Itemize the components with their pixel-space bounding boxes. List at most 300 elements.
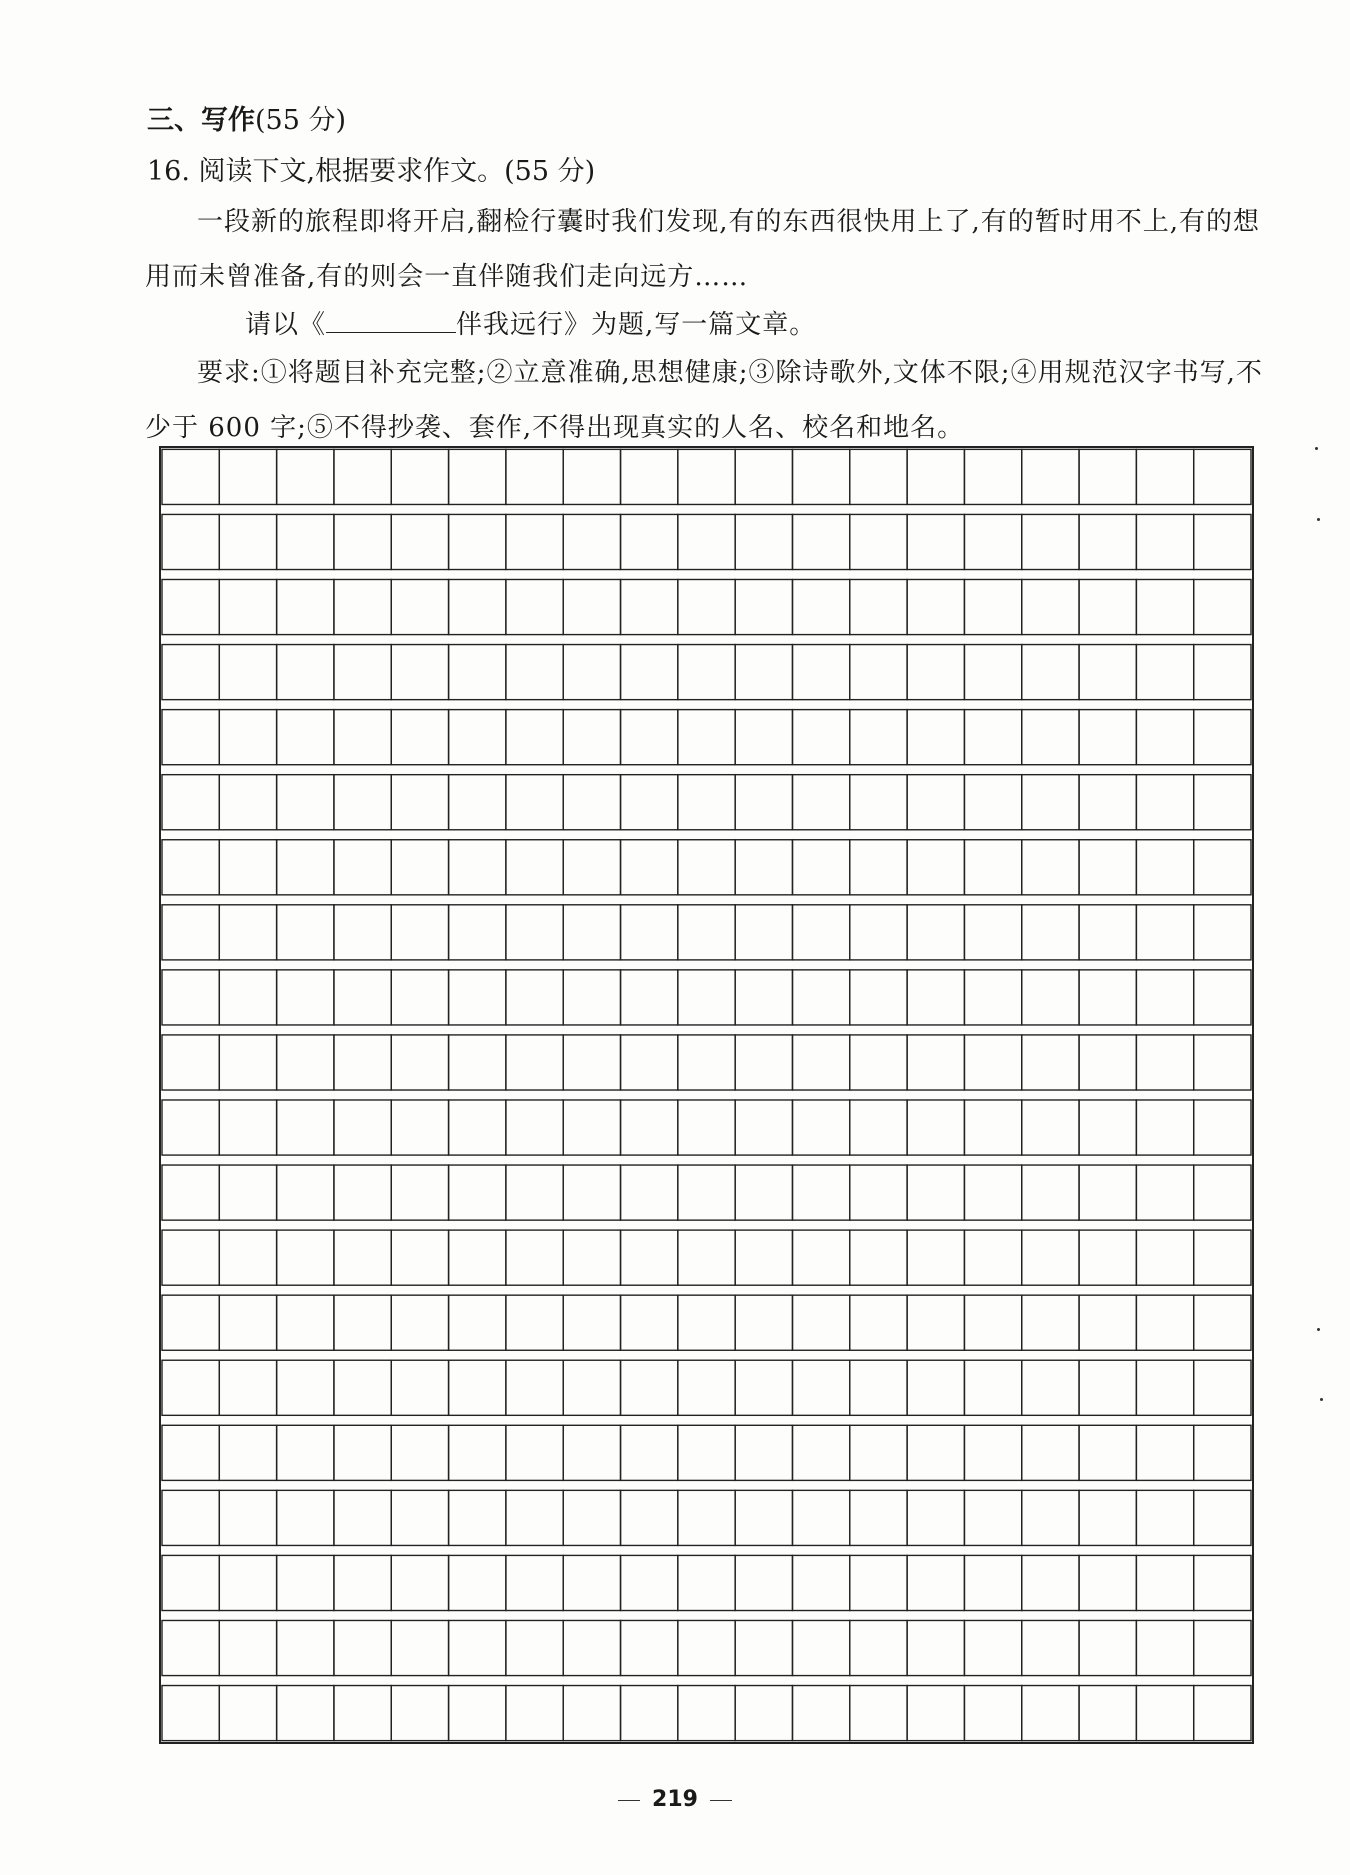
grid-cell[interactable] [907,1035,964,1090]
grid-cell[interactable] [850,775,907,830]
grid-cell[interactable] [964,1165,1021,1220]
grid-cell[interactable] [449,449,506,504]
grid-cell[interactable] [391,775,448,830]
grid-cell[interactable] [1194,1230,1251,1285]
grid-cell[interactable] [735,1490,792,1545]
grid-cell[interactable] [506,1165,563,1220]
grid-cell[interactable] [219,1100,276,1155]
grid-cell[interactable] [850,449,907,504]
grid-cell[interactable] [964,1490,1021,1545]
grid-cell[interactable] [391,1360,448,1415]
grid-cell[interactable] [678,1035,735,1090]
grid-cell[interactable] [1079,1555,1136,1610]
grid-cell[interactable] [277,1165,334,1220]
grid-cell[interactable] [1079,579,1136,634]
grid-cell[interactable] [1022,1360,1079,1415]
grid-cell[interactable] [277,905,334,960]
grid-cell[interactable] [219,514,276,569]
grid-cell[interactable] [621,1490,678,1545]
grid-cell[interactable] [964,905,1021,960]
grid-cell[interactable] [964,514,1021,569]
grid-cell[interactable] [907,1360,964,1415]
grid-cell[interactable] [792,905,849,960]
grid-cell[interactable] [449,1620,506,1675]
grid-cell[interactable] [850,1425,907,1480]
grid-cell[interactable] [964,970,1021,1025]
grid-cell[interactable] [1022,710,1079,765]
grid-cell[interactable] [449,1165,506,1220]
grid-cell[interactable] [678,775,735,830]
grid-cell[interactable] [1136,1360,1193,1415]
grid-cell[interactable] [621,970,678,1025]
grid-cell[interactable] [162,1165,219,1220]
grid-cell[interactable] [162,645,219,700]
grid-cell[interactable] [678,1295,735,1350]
grid-cell[interactable] [1022,1100,1079,1155]
grid-cell[interactable] [678,645,735,700]
grid-cell[interactable] [1136,514,1193,569]
grid-cell[interactable] [219,775,276,830]
grid-cell[interactable] [792,645,849,700]
grid-cell[interactable] [678,1620,735,1675]
grid-cell[interactable] [277,775,334,830]
grid-cell[interactable] [678,710,735,765]
grid-cell[interactable] [735,970,792,1025]
grid-cell[interactable] [850,1555,907,1610]
grid-cell[interactable] [563,840,620,895]
grid-cell[interactable] [334,514,391,569]
grid-cell[interactable] [964,1360,1021,1415]
grid-cell[interactable] [334,1100,391,1155]
grid-cell[interactable] [1022,905,1079,960]
grid-cell[interactable] [621,514,678,569]
grid-cell[interactable] [1022,840,1079,895]
grid-cell[interactable] [563,1100,620,1155]
grid-cell[interactable] [1079,645,1136,700]
grid-cell[interactable] [449,775,506,830]
grid-cell[interactable] [506,840,563,895]
grid-cell[interactable] [219,449,276,504]
grid-cell[interactable] [391,1035,448,1090]
grid-cell[interactable] [1079,840,1136,895]
grid-cell[interactable] [678,1100,735,1155]
grid-cell[interactable] [1079,1100,1136,1155]
grid-cell[interactable] [563,1620,620,1675]
grid-cell[interactable] [964,710,1021,765]
grid-cell[interactable] [792,1620,849,1675]
grid-cell[interactable] [735,1360,792,1415]
grid-cell[interactable] [449,645,506,700]
grid-cell[interactable] [162,449,219,504]
grid-cell[interactable] [277,710,334,765]
grid-cell[interactable] [621,1360,678,1415]
grid-cell[interactable] [850,905,907,960]
grid-cell[interactable] [1022,1490,1079,1545]
grid-cell[interactable] [792,1035,849,1090]
grid-cell[interactable] [563,449,620,504]
grid-cell[interactable] [792,1360,849,1415]
grid-cell[interactable] [792,1425,849,1480]
grid-cell[interactable] [964,449,1021,504]
grid-cell[interactable] [563,1360,620,1415]
grid-cell[interactable] [678,1490,735,1545]
grid-cell[interactable] [735,449,792,504]
grid-cell[interactable] [678,970,735,1025]
grid-cell[interactable] [792,970,849,1025]
grid-cell[interactable] [735,579,792,634]
grid-cell[interactable] [907,1425,964,1480]
grid-cell[interactable] [678,1686,735,1741]
grid-cell[interactable] [391,579,448,634]
grid-cell[interactable] [449,579,506,634]
grid-cell[interactable] [850,1100,907,1155]
grid-cell[interactable] [563,710,620,765]
grid-cell[interactable] [1194,905,1251,960]
grid-cell[interactable] [563,514,620,569]
grid-cell[interactable] [219,905,276,960]
grid-cell[interactable] [162,1230,219,1285]
grid-cell[interactable] [506,1360,563,1415]
grid-cell[interactable] [735,514,792,569]
grid-cell[interactable] [1136,1035,1193,1090]
grid-cell[interactable] [219,1295,276,1350]
grid-cell[interactable] [678,840,735,895]
grid-cell[interactable] [1022,449,1079,504]
grid-cell[interactable] [277,1555,334,1610]
answer-grid[interactable] [159,446,1254,1744]
grid-cell[interactable] [850,514,907,569]
grid-cell[interactable] [1194,1425,1251,1480]
grid-cell[interactable] [162,1360,219,1415]
grid-cell[interactable] [792,840,849,895]
grid-cell[interactable] [735,905,792,960]
grid-cell[interactable] [850,1360,907,1415]
grid-cell[interactable] [391,1100,448,1155]
grid-cell[interactable] [735,775,792,830]
grid-cell[interactable] [1022,1230,1079,1285]
grid-cell[interactable] [563,645,620,700]
grid-cell[interactable] [334,579,391,634]
grid-cell[interactable] [907,1490,964,1545]
grid-cell[interactable] [964,1295,1021,1350]
grid-cell[interactable] [391,710,448,765]
grid-cell[interactable] [334,1555,391,1610]
grid-cell[interactable] [449,970,506,1025]
grid-cell[interactable] [449,905,506,960]
grid-cell[interactable] [964,840,1021,895]
grid-cell[interactable] [334,1360,391,1415]
grid-cell[interactable] [334,645,391,700]
grid-cell[interactable] [162,1035,219,1090]
grid-cell[interactable] [391,645,448,700]
grid-cell[interactable] [449,1035,506,1090]
grid-cell[interactable] [850,1035,907,1090]
grid-cell[interactable] [506,1490,563,1545]
grid-cell[interactable] [964,579,1021,634]
grid-cell[interactable] [506,1230,563,1285]
grid-cell[interactable] [449,1425,506,1480]
grid-cell[interactable] [563,1555,620,1610]
grid-cell[interactable] [449,710,506,765]
grid-cell[interactable] [792,579,849,634]
grid-cell[interactable] [219,1490,276,1545]
grid-cell[interactable] [1194,970,1251,1025]
grid-cell[interactable] [964,1686,1021,1741]
grid-cell[interactable] [162,840,219,895]
grid-cell[interactable] [678,514,735,569]
grid-cell[interactable] [506,579,563,634]
grid-cell[interactable] [506,449,563,504]
grid-cell[interactable] [277,449,334,504]
grid-cell[interactable] [277,514,334,569]
grid-cell[interactable] [563,1686,620,1741]
grid-cell[interactable] [1022,514,1079,569]
grid-cell[interactable] [678,449,735,504]
grid-cell[interactable] [907,449,964,504]
grid-cell[interactable] [506,1555,563,1610]
grid-cell[interactable] [1022,970,1079,1025]
grid-cell[interactable] [907,710,964,765]
grid-cell[interactable] [563,1295,620,1350]
grid-cell[interactable] [334,970,391,1025]
grid-cell[interactable] [850,840,907,895]
grid-cell[interactable] [621,775,678,830]
grid-cell[interactable] [563,1490,620,1545]
grid-cell[interactable] [219,1035,276,1090]
grid-cell[interactable] [850,1165,907,1220]
grid-cell[interactable] [563,1425,620,1480]
grid-cell[interactable] [506,514,563,569]
grid-cell[interactable] [1136,775,1193,830]
grid-cell[interactable] [1022,1620,1079,1675]
grid-cell[interactable] [506,1035,563,1090]
grid-cell[interactable] [219,1165,276,1220]
grid-cell[interactable] [678,1555,735,1610]
grid-cell[interactable] [1079,1165,1136,1220]
grid-cell[interactable] [1022,1035,1079,1090]
grid-cell[interactable] [1022,645,1079,700]
grid-cell[interactable] [1079,1490,1136,1545]
grid-cell[interactable] [850,645,907,700]
grid-cell[interactable] [449,1295,506,1350]
grid-cell[interactable] [1136,1490,1193,1545]
grid-cell[interactable] [1079,1035,1136,1090]
grid-cell[interactable] [1079,1425,1136,1480]
grid-cell[interactable] [563,970,620,1025]
grid-cell[interactable] [162,1555,219,1610]
grid-cell[interactable] [1136,449,1193,504]
grid-cell[interactable] [563,775,620,830]
grid-cell[interactable] [334,1295,391,1350]
grid-cell[interactable] [277,1686,334,1741]
grid-cell[interactable] [1136,1230,1193,1285]
grid-cell[interactable] [850,1295,907,1350]
grid-cell[interactable] [735,1035,792,1090]
grid-cell[interactable] [735,840,792,895]
grid-cell[interactable] [563,905,620,960]
grid-cell[interactable] [964,1035,1021,1090]
grid-cell[interactable] [1194,1686,1251,1741]
grid-cell[interactable] [964,1230,1021,1285]
grid-cell[interactable] [678,1230,735,1285]
grid-cell[interactable] [907,1555,964,1610]
grid-cell[interactable] [1079,970,1136,1025]
grid-cell[interactable] [1136,579,1193,634]
grid-cell[interactable] [621,1100,678,1155]
grid-cell[interactable] [621,645,678,700]
grid-cell[interactable] [449,1686,506,1741]
grid-cell[interactable] [735,1425,792,1480]
grid-cell[interactable] [334,1035,391,1090]
grid-cell[interactable] [1194,1360,1251,1415]
grid-cell[interactable] [1136,905,1193,960]
grid-cell[interactable] [735,710,792,765]
grid-cell[interactable] [621,1686,678,1741]
grid-cell[interactable] [391,449,448,504]
grid-cell[interactable] [1022,1686,1079,1741]
grid-cell[interactable] [1194,645,1251,700]
grid-cell[interactable] [162,579,219,634]
grid-cell[interactable] [391,1295,448,1350]
grid-cell[interactable] [792,1686,849,1741]
grid-cell[interactable] [277,1360,334,1415]
grid-cell[interactable] [219,1686,276,1741]
grid-cell[interactable] [449,1230,506,1285]
grid-cell[interactable] [506,645,563,700]
grid-cell[interactable] [678,905,735,960]
title-blank[interactable] [326,310,456,333]
grid-cell[interactable] [277,1035,334,1090]
grid-cell[interactable] [162,1490,219,1545]
grid-cell[interactable] [678,579,735,634]
grid-cell[interactable] [1136,1686,1193,1741]
grid-cell[interactable] [1136,1165,1193,1220]
grid-cell[interactable] [678,1165,735,1220]
grid-cell[interactable] [391,1165,448,1220]
grid-cell[interactable] [907,970,964,1025]
grid-cell[interactable] [850,1490,907,1545]
grid-cell[interactable] [792,514,849,569]
grid-cell[interactable] [506,970,563,1025]
grid-cell[interactable] [563,1230,620,1285]
grid-cell[interactable] [277,970,334,1025]
grid-cell[interactable] [735,1686,792,1741]
grid-cell[interactable] [850,1230,907,1285]
grid-cell[interactable] [735,1555,792,1610]
grid-cell[interactable] [334,449,391,504]
grid-cell[interactable] [792,1295,849,1350]
grid-cell[interactable] [621,1230,678,1285]
grid-cell[interactable] [162,1686,219,1741]
grid-cell[interactable] [449,1555,506,1610]
grid-cell[interactable] [162,514,219,569]
grid-cell[interactable] [1194,1490,1251,1545]
grid-cell[interactable] [506,775,563,830]
grid-cell[interactable] [219,840,276,895]
grid-cell[interactable] [1136,840,1193,895]
grid-cell[interactable] [162,1295,219,1350]
grid-cell[interactable] [162,1620,219,1675]
grid-cell[interactable] [277,1230,334,1285]
grid-cell[interactable] [1079,1686,1136,1741]
grid-cell[interactable] [277,1100,334,1155]
grid-cell[interactable] [964,775,1021,830]
grid-cell[interactable] [277,1295,334,1350]
grid-cell[interactable] [1079,449,1136,504]
grid-cell[interactable] [277,1425,334,1480]
grid-cell[interactable] [162,1100,219,1155]
grid-cell[interactable] [850,579,907,634]
grid-cell[interactable] [621,1425,678,1480]
grid-cell[interactable] [1194,1555,1251,1610]
grid-cell[interactable] [964,1100,1021,1155]
grid-cell[interactable] [334,1490,391,1545]
grid-cell[interactable] [850,970,907,1025]
grid-cell[interactable] [735,1230,792,1285]
grid-cell[interactable] [621,840,678,895]
grid-cell[interactable] [735,1295,792,1350]
grid-cell[interactable] [219,1360,276,1415]
grid-cell[interactable] [1136,1295,1193,1350]
grid-cell[interactable] [1136,1425,1193,1480]
grid-cell[interactable] [334,1230,391,1285]
grid-cell[interactable] [964,1620,1021,1675]
grid-cell[interactable] [162,710,219,765]
grid-cell[interactable] [391,1230,448,1285]
grid-cell[interactable] [219,710,276,765]
grid-cell[interactable] [735,1620,792,1675]
grid-cell[interactable] [792,1490,849,1545]
grid-cell[interactable] [563,1035,620,1090]
grid-cell[interactable] [792,1165,849,1220]
grid-cell[interactable] [1022,1165,1079,1220]
grid-cell[interactable] [391,514,448,569]
grid-cell[interactable] [735,645,792,700]
grid-cell[interactable] [1136,1100,1193,1155]
grid-cell[interactable] [907,1620,964,1675]
grid-cell[interactable] [506,1100,563,1155]
grid-cell[interactable] [334,840,391,895]
grid-cell[interactable] [506,905,563,960]
grid-cell[interactable] [792,710,849,765]
grid-cell[interactable] [277,645,334,700]
grid-cell[interactable] [621,449,678,504]
grid-cell[interactable] [334,905,391,960]
grid-cell[interactable] [1022,775,1079,830]
grid-cell[interactable] [449,1360,506,1415]
grid-cell[interactable] [678,1425,735,1480]
grid-cell[interactable] [907,514,964,569]
grid-cell[interactable] [621,1035,678,1090]
grid-cell[interactable] [1194,1035,1251,1090]
grid-cell[interactable] [1194,840,1251,895]
grid-cell[interactable] [907,1165,964,1220]
grid-cell[interactable] [850,1686,907,1741]
grid-cell[interactable] [1079,775,1136,830]
grid-cell[interactable] [506,1425,563,1480]
grid-cell[interactable] [907,645,964,700]
grid-cell[interactable] [219,1425,276,1480]
grid-cell[interactable] [1079,1360,1136,1415]
grid-cell[interactable] [621,579,678,634]
grid-cell[interactable] [563,1165,620,1220]
grid-cell[interactable] [391,1620,448,1675]
grid-cell[interactable] [391,905,448,960]
grid-cell[interactable] [792,1555,849,1610]
grid-cell[interactable] [506,1295,563,1350]
grid-cell[interactable] [621,1165,678,1220]
grid-cell[interactable] [277,1490,334,1545]
